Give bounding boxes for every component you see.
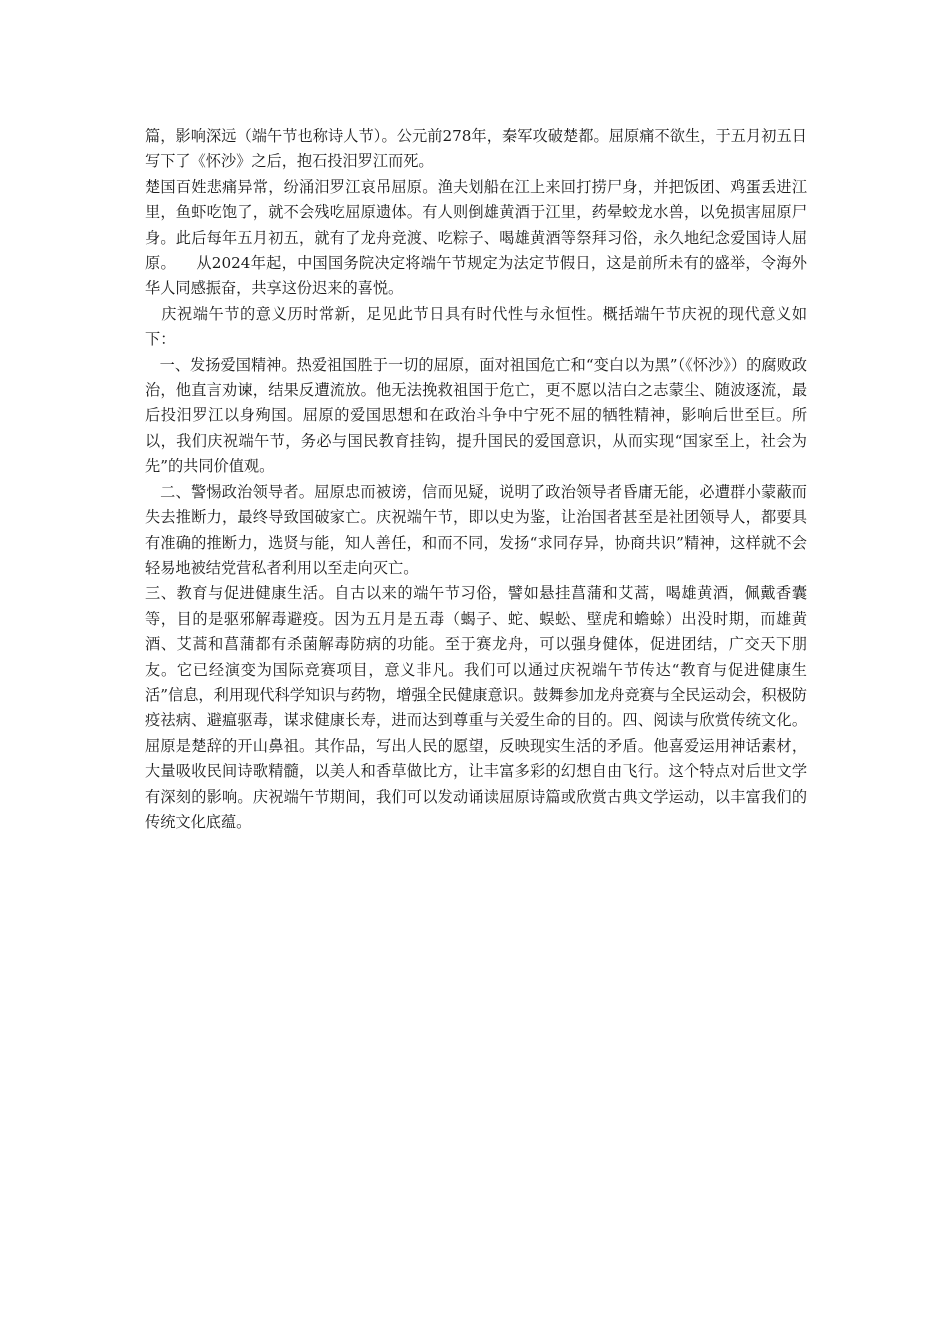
paragraph-health-and-culture: 三、教育与促进健康生活。自古以来的端午节习俗，譬如悬挂菖蒲和艾蒿，喝雄黄酒，佩戴香囊等，目的是驱邪解毒避疫。因为五月是五毒（蝎子、蛇、蜈蚣、壁虎和蟾蜍）出没时期，而雄黄酒、艾蒿和菖蒲都有杀菌解毒防病的功能。至于赛龙舟，可以强身健体，促进团结，广交天下朋友。它已经演变为国际竞赛项目，意义非凡。我们可以通过庆祝端午节传达“教育与促进健康生活”信息，利用现代科学知识与药物，增强全民健康意识。鼓舞参加龙舟竞赛与全民运动会，积极防疫祛病、避瘟驱毒，谋求健康长寿，进而达到尊重与关爱生命的目的。四、阅读与欣赏传统文化。屈原是楚辞的开山鼻祖。其作品，写出人民的愿望，反映现实生活的矛盾。他喜爱运用神话素材，大量吸收民间诗歌精髓，以美人和香草做比方，让丰富多彩的幻想自由飞行。这个特点对后世文学有深刻的影响。庆祝端午节期间，我们可以发动诵读屈原诗篇或欣赏古典文学运动，以丰富我们的传统文化底蕴。 [145, 584, 807, 831]
paragraph-modern-meaning-intro: 庆祝端午节的意义历时常新，足见此节日具有时代性与永恒性。概括端午节庆祝的现代意义如下： [145, 304, 808, 349]
paragraph-qu-yuan-death: 篇，影响深远（端午节也称诗人节）。公元前278年，秦军攻破楚都。屈原痛不欲生，于五月初五日写下了《怀沙》之后，抱石投汨罗江而死。 [145, 127, 807, 171]
paragraph-patriotism: 一、发扬爱国精神。热爱祖国胜于一切的屈原，面对祖国危亡和“变白以为黑”（《怀沙》）的腐败政治，他直言劝谏，结果反遭流放。他无法挽救祖国于危亡，更不愿以洁白之志蒙尘、随波逐流，最后投汨罗江以身殉国。屈原的爱国思想和在政治斗争中宁死不屈的牺牲精神，影响后世至巨。所以，我们庆祝端午节，务必与国民教育挂钩，提升国民的爱国意识，从而实现“国家至上，社会为先”的共同价值观。 [145, 355, 807, 476]
paragraph-political-leaders: 二、警惕政治领导者。屈原忠而被谤，信而见疑，说明了政治领导者昏庸无能，必遭群小蒙蔽而失去推断力，最终导致国破家亡。庆祝端午节，即以史为鉴，让治国者甚至是社团领导人，都要具有准确的推断力，选贤与能，知人善任，和而不同，发扬“求同存异，协商共识”精神，这样就不会轻易地被结党营私者利用以至走向灭亡。 [145, 482, 807, 577]
paragraph-commemoration: 楚国百姓悲痛异常，纷涌汨罗江哀吊屈原。渔夫划船在江上来回打捞尸身，并把饭团、鸡蛋丢进江里，鱼虾吃饱了，就不会残吃屈原遗体。有人则倒雄黄酒于江里，药晕蛟龙水兽，以免损害屈原尸身。此后每年五月初五，就有了龙舟竞渡、吃粽子、喝雄黄酒等祭拜习俗，永久地纪念爱国诗人屈原。 从2024年起，中国国务院决定将端午节规定为法定节假日，这是前所未有的盛举，令海外华人同感振奋，共享这份迟来的喜悦。 [145, 177, 807, 298]
article-body [145, 124, 807, 835]
